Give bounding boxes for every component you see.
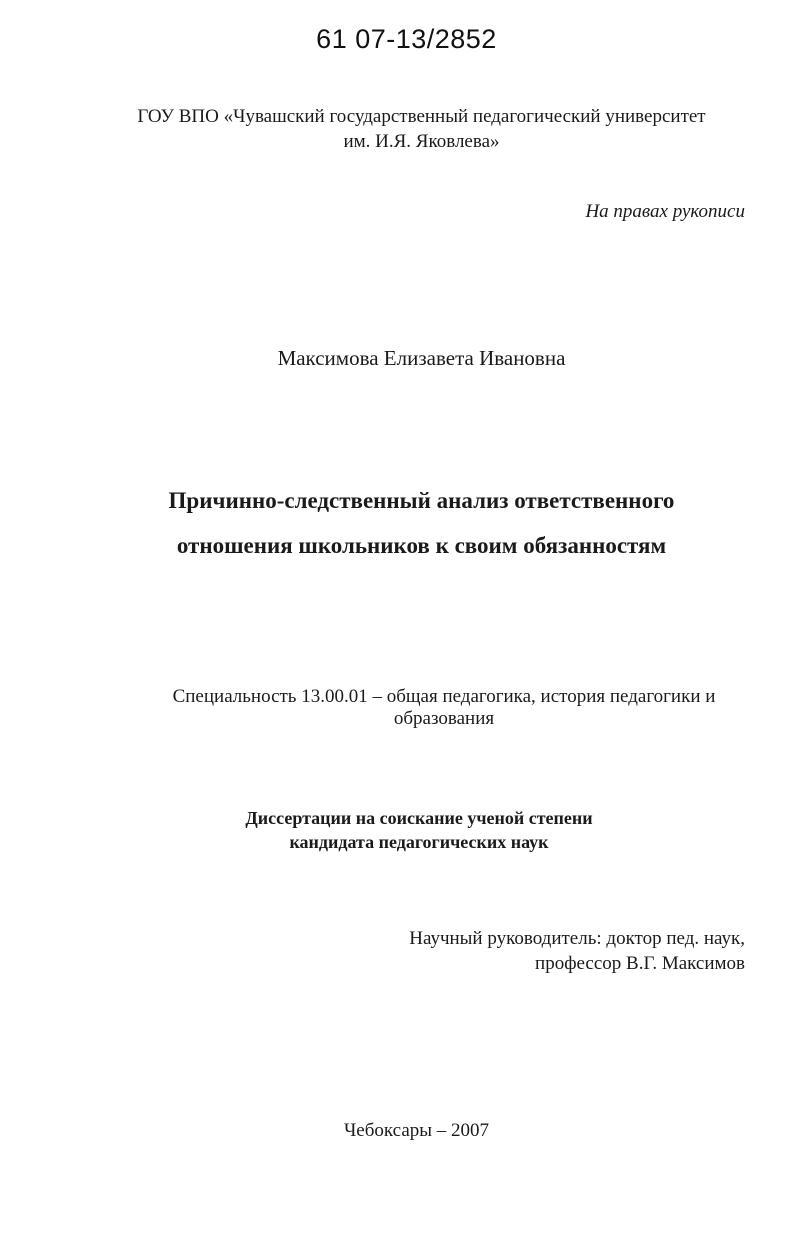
institution-line-2: им. И.Я. Яковлева» (343, 131, 500, 152)
specialty-line-2: образования (393, 708, 495, 729)
dissertation-title (0, 478, 793, 568)
specialty (0, 686, 793, 730)
degree-statement (0, 806, 793, 854)
institution-line-1: ГОУ ВПО «Чувашский государственный педагогический университет (137, 106, 706, 127)
manuscript-rights-note: На правах рукописи (585, 201, 745, 222)
degree-line-2: кандидата педагогических наук (289, 832, 549, 852)
degree-line-1: Диссертации на соискание ученой степени (245, 808, 593, 828)
title-line-1: Причинно-следственный анализ ответственного (168, 488, 675, 513)
advisor-line-1: Научный руководитель: доктор пед. наук, (409, 928, 745, 949)
title-line-2: отношения школьников к своим обязанностям (176, 533, 667, 558)
advisor-line-2: профессор В.Г. Максимов (535, 953, 745, 974)
scientific-advisor (409, 926, 745, 976)
author-name: Максимова Елизавета Ивановна (277, 346, 566, 370)
archive-stamp: 61 07-13/2852 (316, 24, 497, 54)
institution-name (0, 104, 793, 154)
city-year: Чебоксары – 2007 (343, 1120, 490, 1141)
specialty-line-1: Специальность 13.00.01 – общая педагогика, история педагогики и (172, 686, 716, 707)
